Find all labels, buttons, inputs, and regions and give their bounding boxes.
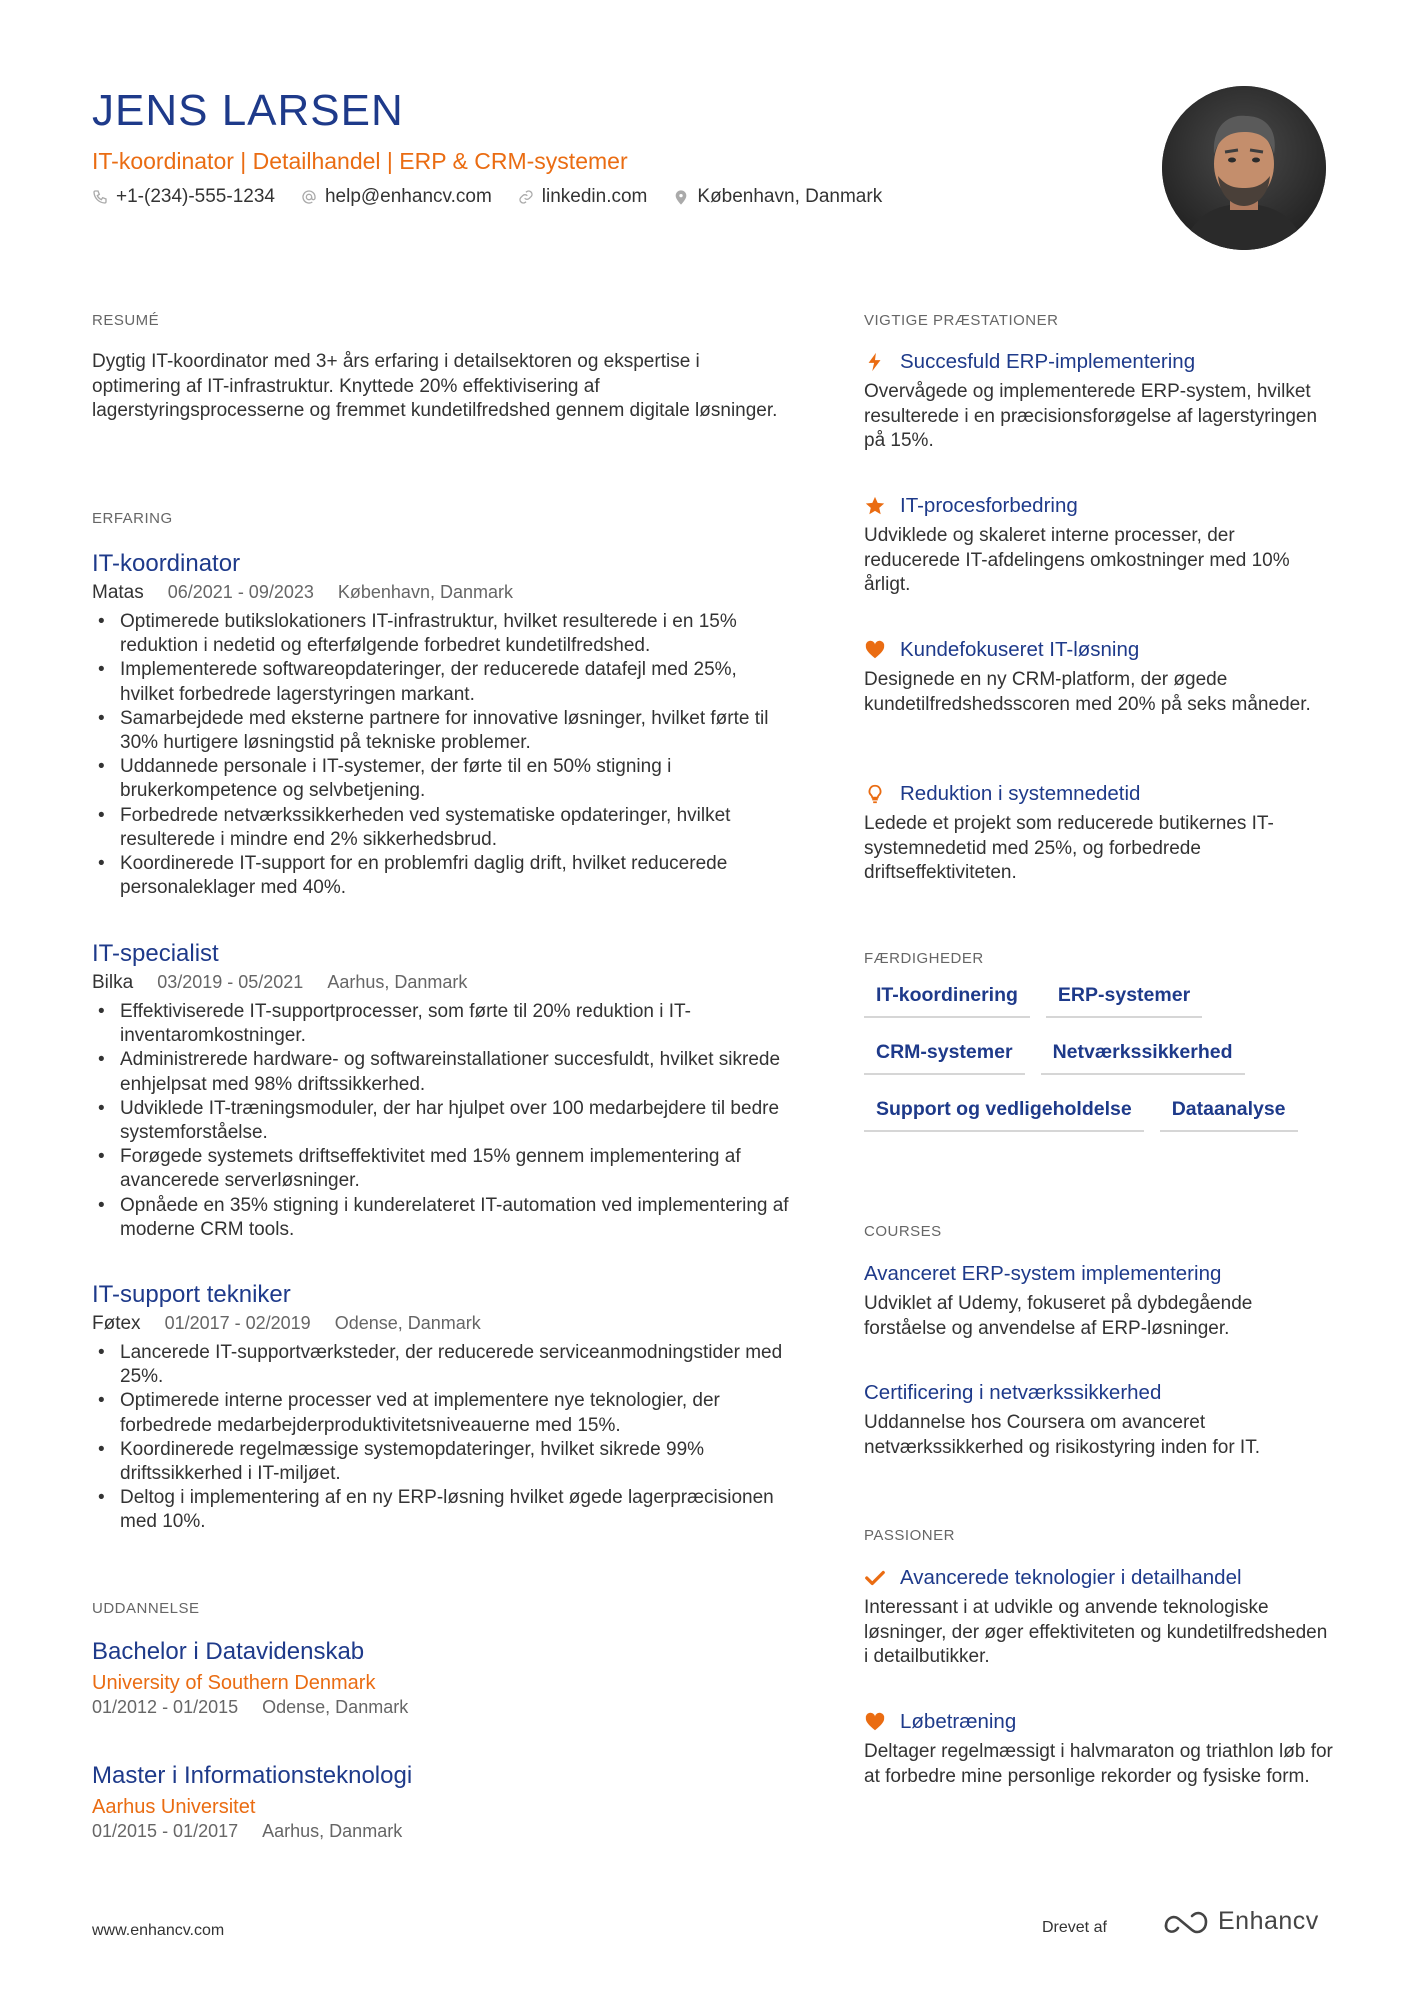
job-location: København, Danmark <box>337 582 513 602</box>
list-item: • Koordinerede IT-support for en problemfri daglig drift, hvilket reducerede personaleklager med 40%. <box>92 852 792 900</box>
job-company: Føtex <box>92 1313 141 1334</box>
list-item: • Forbedrede netværkssikkerheden ved systematiske opdateringer, hvilket resulterede i mindre end 2% sikkerhedsbrud. <box>92 804 792 852</box>
education-entry <box>92 1638 792 1718</box>
avatar-portrait <box>1162 86 1326 250</box>
list-item: • Effektiviserede IT-supportprocesser, som førte til 20% reduktion i IT-inventaromkostninger. <box>92 1000 792 1048</box>
check-icon <box>864 1567 886 1589</box>
job-bullets <box>92 610 792 900</box>
job-title: IT-support tekniker <box>92 1281 291 1308</box>
list-item: • Opnåede en 35% stigning i kunderelateret IT-automation ved implementering af moderne CRM tools. <box>92 1194 792 1242</box>
job-entry <box>92 1281 792 1535</box>
job-meta <box>92 582 792 604</box>
passion-text: Interessant i at udvikle og anvende teknologiske løsninger, der øger effektiviteten og kundetilfredsheden i detailbutikker. <box>864 1597 1328 1667</box>
list-item: • Lancerede IT-supportværksteder, der reducerede serviceanmodningstider med 25%. <box>92 1341 792 1389</box>
heart-icon <box>864 639 886 661</box>
list-item: • Implementerede softwareopdateringer, der reducerede datafejl med 25%, hvilket forbedrede lagerstyringen markant. <box>92 658 792 706</box>
contact-phone <box>92 186 275 208</box>
summary-text: Dygtig IT-koordinator med 3+ års erfaring i detailsektoren og ekspertise i optimering af IT-infrastruktur. Knyttede 20% effektivisering af lagerstyringsprocesserne og fremmet kundetilfredshed gennem digitale løsninger. <box>92 351 778 421</box>
email-text[interactable]: help@enhancv.com <box>324 186 492 207</box>
edu-school: Aarhus Universitet <box>92 1796 256 1818</box>
job-title: IT-specialist <box>92 940 219 967</box>
achievement-item <box>864 782 1334 886</box>
achievement-title: Kundefokuseret IT-løsning <box>900 638 1140 661</box>
candidate-name: JENS LARSEN <box>92 86 404 135</box>
job-bullets <box>92 1341 792 1535</box>
passion-item <box>864 1566 1334 1670</box>
job-company: Matas <box>92 582 144 603</box>
location-text: København, Danmark <box>697 186 883 207</box>
skill-tag: Support og vedligeholdelse <box>864 1098 1144 1132</box>
contact-email[interactable] <box>301 186 492 208</box>
achievement-text: Udviklede og skaleret interne processer, der reducerede IT-afdelingens omkostninger med 10% årligt. <box>864 525 1290 595</box>
job-entry <box>92 550 792 900</box>
job-dates: 06/2021 - 09/2023 <box>167 582 314 602</box>
course-title: Avanceret ERP-system implementering <box>864 1262 1222 1285</box>
lightbulb-icon <box>864 783 886 805</box>
achievement-title: Succesfuld ERP-implementering <box>900 350 1196 373</box>
job-dates: 03/2019 - 05/2021 <box>157 972 304 992</box>
enhancv-logo-icon <box>1162 1908 1210 1936</box>
list-item: • Administrerede hardware- og softwareinstallationer succesfuldt, hvilket sikrede enhjelpsat med 98% driftssikkerhed. <box>92 1048 792 1096</box>
skill-tag: IT-koordinering <box>864 984 1030 1018</box>
achievement-text: Overvågede og implementerede ERP-system, hvilket resulterede i en præcisionsforøgelse af lagerstyringen på 15%. <box>864 381 1318 451</box>
brand-logo[interactable] <box>1162 1907 1319 1936</box>
course-title: Certificering i netværkssikkerhed <box>864 1381 1162 1404</box>
job-bullets <box>92 1000 792 1242</box>
contact-linkedin[interactable] <box>518 186 648 208</box>
experience-title: ERFARING <box>92 510 173 527</box>
job-location: Odense, Danmark <box>334 1313 481 1333</box>
skill-tag: Netværkssikkerhed <box>1041 1041 1245 1075</box>
list-item: • Deltog i implementering af en ny ERP-løsning hvilket øgede lagerpræcisionen med 10%. <box>92 1486 792 1534</box>
skill-tag: Dataanalyse <box>1160 1098 1298 1132</box>
job-title: IT-koordinator <box>92 550 241 577</box>
achievements-title: VIGTIGE PRÆSTATIONER <box>864 312 1059 329</box>
skills-title: FÆRDIGHEDER <box>864 950 984 967</box>
edu-degree: Bachelor i Datavidenskab <box>92 1638 365 1665</box>
achievement-title: Reduktion i systemnedetid <box>900 782 1141 805</box>
job-company: Bilka <box>92 972 134 993</box>
skill-tag: ERP-systemer <box>1046 984 1202 1018</box>
list-item: • Samarbejdede med eksterne partnere for innovative løsninger, hvilket førte til 30% hurtigere løsningstid på tekniske problemer. <box>92 707 792 755</box>
edu-meta <box>92 1821 792 1842</box>
education-title: UDDANNELSE <box>92 1600 200 1617</box>
achievement-item <box>864 638 1334 717</box>
achievement-text: Designede en ny CRM-platform, der øgede kundetilfredshedsscoren med 20% på seks måneder. <box>864 669 1311 715</box>
phone-text: +1-(234)-555-1234 <box>116 186 275 207</box>
location-pin-icon <box>673 189 689 205</box>
course-text: Udviklet af Udemy, fokuseret på dybdegående forståelse og anvendelse af ERP-løsninger. <box>864 1293 1253 1339</box>
job-dates: 01/2017 - 02/2019 <box>164 1313 311 1333</box>
achievement-text: Ledede et projekt som reducerede butikernes IT-systemnedetid med 25%, og forbedrede driftseffektiviteten. <box>864 813 1274 883</box>
link-icon <box>518 189 534 205</box>
candidate-headline: IT-koordinator | Detailhandel | ERP & CRM-systemer <box>92 148 628 174</box>
avatar <box>1162 86 1326 250</box>
list-item: • Forøgede systemets driftseffektivitet med 15% gennem implementering af avancerede serverløsninger. <box>92 1145 792 1193</box>
passions-title: PASSIONER <box>864 1527 955 1544</box>
education-entry <box>92 1762 792 1842</box>
powered-by-label: Drevet af <box>1042 1919 1107 1936</box>
job-meta <box>92 1313 792 1335</box>
linkedin-text[interactable]: linkedin.com <box>541 186 648 207</box>
edu-meta <box>92 1697 792 1718</box>
list-item: • Optimerede interne processer ved at implementere nye teknologier, der forbedrede medarbejderproduktivitetsniveauerne med 15%. <box>92 1389 792 1437</box>
edu-location: Aarhus, Danmark <box>262 1821 403 1841</box>
skill-tag: CRM-systemer <box>864 1041 1025 1075</box>
phone-icon <box>92 189 108 205</box>
skills-list <box>864 984 1334 1155</box>
edu-dates: 01/2012 - 01/2015 <box>92 1697 239 1717</box>
achievement-item <box>864 350 1334 454</box>
list-item: • Uddannede personale i IT-systemer, der førte til en 50% stigning i brukerkompetence og selvbetjening. <box>92 755 792 803</box>
achievement-title: IT-procesforbedring <box>900 494 1078 517</box>
achievement-item <box>864 494 1334 598</box>
passion-text: Deltager regelmæssigt i halvmaraton og triathlon løb for at forbedre mine personlige rekorder og fysiske form. <box>864 1741 1333 1787</box>
courses-title: COURSES <box>864 1223 942 1240</box>
at-icon <box>301 189 317 205</box>
passion-title: Avancerede teknologier i detailhandel <box>900 1566 1242 1589</box>
list-item: • Optimerede butikslokationers IT-infrastruktur, hvilket resulterede i en 15% reduktion i nedetid og efterfølgende forbedret kundetilfredshed. <box>92 610 792 658</box>
edu-location: Odense, Danmark <box>262 1697 409 1717</box>
edu-school: University of Southern Denmark <box>92 1672 376 1694</box>
passion-title: Løbetræning <box>900 1710 1017 1733</box>
list-item: • Koordinerede regelmæssige systemopdateringer, hvilket sikrede 99% driftssikkerhed i IT-miljøet. <box>92 1438 792 1486</box>
contact-location <box>673 186 882 208</box>
heart-icon <box>864 1711 886 1733</box>
contact-bar <box>92 186 882 208</box>
job-location: Aarhus, Danmark <box>327 972 468 992</box>
list-item: • Udviklede IT-træningsmoduler, der har hjulpet over 100 medarbejdere til bedre systemforståelse. <box>92 1097 792 1145</box>
course-item <box>864 1262 1334 1341</box>
course-text: Uddannelse hos Coursera om avanceret netværkssikkerhed og risikostyring inden for IT. <box>864 1412 1260 1458</box>
bolt-icon <box>864 351 886 373</box>
course-item <box>864 1381 1334 1460</box>
edu-dates: 01/2015 - 01/2017 <box>92 1821 239 1841</box>
passion-item <box>864 1710 1334 1789</box>
brand-name: Enhancv <box>1218 1907 1319 1935</box>
job-meta <box>92 972 792 994</box>
footer-url[interactable]: www.enhancv.com <box>92 1922 225 1939</box>
star-icon <box>864 495 886 517</box>
edu-degree: Master i Informationsteknologi <box>92 1762 413 1789</box>
summary-title: RESUMÉ <box>92 312 160 329</box>
job-entry <box>92 940 792 1242</box>
